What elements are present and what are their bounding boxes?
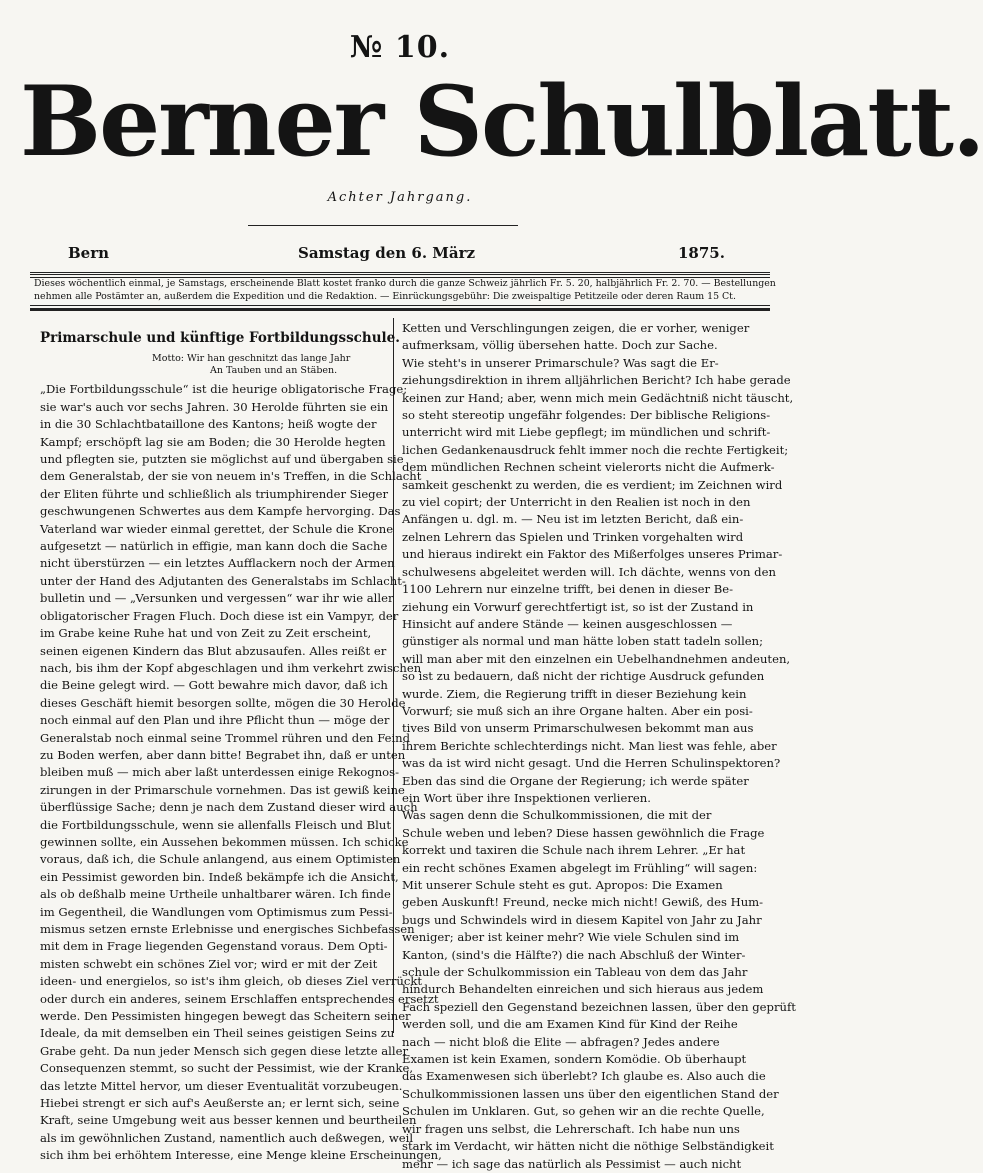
text-line: nach — nicht bloß die Elite — abfragen? Jedes andere: [402, 1034, 720, 1049]
text-line: Consequenzen stemmt, so sucht der Pessimist, wie der Kranke,: [40, 1061, 414, 1076]
text-line: sich ihm bei erhöhtem Interesse, eine Menge kleine Erscheinungen,: [40, 1148, 442, 1163]
text-line: weniger; aber ist keiner mehr? Wie viele Schulen sind im: [402, 930, 740, 945]
text-line: Kampf; erschöpft lag sie am Boden; die 30 Herolde hegten: [40, 434, 386, 449]
text-line: Ketten und Verschlingungen zeigen, die er vorher, weniger: [402, 321, 750, 335]
text-line: oder durch ein anderes, seinem Erschlaffen entsprechendes ersetzt: [40, 991, 439, 1006]
text-line: so ist zu bedauern, daß nicht der richtige Ausdruck gefunden: [402, 669, 765, 684]
text-line: als im gewöhnlichen Zustand, namentlich auch deßwegen, weil: [40, 1130, 414, 1145]
masthead-title: Berner Schulblatt.: [20, 65, 983, 178]
text-line: ideen- und energielos, so ist's ihm gleich, ob dieses Ziel verrückt: [40, 974, 423, 989]
text-line: ein Wort über ihre Inspektionen verlieren.: [402, 790, 651, 805]
text-line: geschwungenen Schwertes aus dem Kampfe hervorging. Das: [40, 504, 401, 519]
article-motto: [152, 353, 385, 377]
text-line: nicht überstürzen — ein letztes Aufflackern noch der Armen: [40, 556, 395, 571]
text-line: was da ist wird nicht gesagt. Und die Herren Schulinspektoren?: [402, 756, 781, 771]
text-line: lichen Gedankenausdruck fehlt immer noch die rechte Fertigkeit;: [402, 442, 789, 457]
text-line: Grabe geht. Da nun jeder Mensch sich gegen diese letzte aller: [40, 1043, 408, 1058]
text-line: voraus, daß ich, die Schule anlangend, aus einem Optimisten: [40, 852, 401, 867]
text-line: geben Auskunft! Freund, necke mich nicht! Gewiß, des Hum-: [402, 895, 764, 910]
text-line: samkeit geschenkt zu werden, die es verdient; im Zeichnen wird: [402, 477, 783, 492]
text-line: Wie steht's in unserer Primarschule? Was sagt die Er-: [402, 355, 719, 370]
text-line: Hinsicht auf andere Stände — keinen ausgeschlossen —: [402, 616, 733, 631]
text-line: und hieraus indirekt ein Faktor des Mißerfolges unseres Primar-: [402, 547, 783, 562]
text-line: im Grabe keine Ruhe hat und von Zeit zu Zeit erscheint,: [40, 626, 372, 641]
text-line: Generalstab noch einmal seine Trommel rühren und den Feind: [40, 730, 411, 745]
text-line: Was sagen denn die Schulkommissionen, die mit der: [402, 808, 712, 823]
text-line: Examen ist kein Examen, sondern Komödie. Ob überhaupt: [402, 1052, 747, 1067]
text-line: bugs und Schwindels wird in diesem Kapitel von Jahr zu Jahr: [402, 912, 762, 927]
text-line: ihrem Berichte schlechterdings nicht. Man liest was fehle, aber: [402, 738, 777, 753]
text-line: misten schwebt ein schönes Ziel vor; wird er mit der Zeit: [40, 956, 378, 971]
text-line: Schule weben und leben? Diese hassen gewöhnlich die Frage: [402, 825, 765, 840]
text-line: tives Bild von unserm Primarschulwesen bekommt man aus: [402, 721, 754, 736]
text-line: Vaterland war wieder einmal gerettet, der Schule die Krone: [40, 521, 394, 536]
text-line: Mit unserer Schule steht es gut. Apropos: Die Examen: [402, 878, 723, 892]
text-line: bleiben muß — mich aber laßt unterdessen einige Rekognos-: [40, 765, 400, 780]
text-line: Kanton, (sind's die Hälfte?) die nach Abschluß der Winter-: [402, 947, 746, 962]
text-line: gewinnen sollte, ein Aussehen bekommen müssen. Ich schicke: [40, 834, 409, 849]
text-line: wurde. Ziem, die Regierung trifft in dieser Beziehung kein: [402, 686, 747, 701]
dateline-place: Bern: [68, 244, 110, 262]
text-line: das letzte Mittel hervor, um dieser Eventualität vorzubeugen.: [40, 1078, 403, 1093]
dateline-date: Samstag den 6. März: [298, 244, 476, 262]
text-line: der Eliten führte und schließlich als triumphirender Sieger: [40, 486, 389, 501]
text-line: unterricht wird mit Liebe gepflegt; im mündlichen und schrift-: [402, 425, 771, 440]
text-line: nach, bis ihm der Kopf abgeschlagen und ihm verkehrt zwischen: [40, 660, 422, 675]
notice-bottom-rule: [30, 305, 770, 311]
subscription-notice: [34, 277, 776, 303]
text-line: stark im Verdacht, wir hätten nicht die nöthige Selbständigkeit: [402, 1139, 774, 1154]
dateline: [58, 244, 738, 266]
text-line: Kraft, seine Umgebung weit aus besser kennen und beurtheilen: [40, 1113, 417, 1128]
text-line: 1100 Lehrern nur einzelne trifft, bei denen in dieser Be-: [402, 582, 734, 597]
text-line: werde. Den Pessimisten hingegen bewegt das Scheitern seiner: [40, 1009, 411, 1024]
text-line: dem Generalstab, der sie von neuem in's Treffen, in die Schlacht: [40, 469, 422, 484]
text-line: ein recht schönes Examen abgelegt im Frühling“ will sagen:: [402, 860, 758, 875]
text-line: dem mündlichen Rechnen scheint vielerorts nicht die Aufmerk-: [402, 460, 775, 475]
text-line: die Fortbildungsschule, wenn sie allenfalls Fleisch und Blut: [40, 817, 391, 832]
issue-number: № 10.: [349, 30, 451, 65]
motto-line: Motto: Wir han geschnitzt das lange Jahr: [152, 353, 351, 365]
text-line: werden soll, und die am Examen Kind für Kind der Reihe: [402, 1017, 738, 1032]
divider-rule: [248, 225, 518, 226]
dateline-year: 1875.: [678, 244, 725, 262]
text-line: zelnen Lehrern das Spielen und Trinken vorgehalten wird: [402, 529, 744, 544]
text-line: als ob deßhalb meine Urtheile unhaltbarer wären. Ich finde: [40, 887, 391, 902]
text-line: günstiger als normal und man hätte loben statt tadeln sollen;: [402, 634, 764, 649]
text-line: ein Pessimist geworden bin. Indeß bekämpfe ich die Ansicht,: [40, 869, 399, 884]
text-line: Vorwurf; sie muß sich an ihre Organe halten. Aber ein posi-: [402, 703, 753, 718]
text-line: zu viel copirt; der Unterricht in den Realien ist noch in den: [402, 495, 751, 510]
notice-line: Dieses wöchentlich einmal, je Samstags, erscheinende Blatt kostet franko durch die ganze Schweiz jährlich Fr. 5. 20, halbjährlich Fr. 2. 70. — Bestellungen: [34, 278, 776, 289]
text-line: unter der Hand des Adjutanten des Generalstabs im Schlacht-: [40, 573, 406, 588]
text-line: schule der Schulkommission ein Tableau von dem das Jahr: [402, 965, 748, 980]
text-line: aufgesetzt — natürlich in effigie, man kann doch die Sache: [40, 539, 388, 554]
right-column: [402, 320, 796, 1173]
text-line: das Examenwesen sich überlebt? Ich glaube es. Also auch die: [402, 1069, 766, 1084]
text-line: aufmerksam, völlig übersehen hatte. Doch zur Sache.: [402, 338, 718, 353]
text-line: dieses Geschäft hiemit besorgen sollte, mögen die 30 Herolde: [40, 695, 406, 710]
text-line: noch einmal auf den Plan und ihre Pflicht thun — möge der: [40, 713, 390, 728]
text-line: keinen zur Hand; aber, wenn mich mein Gedächtniß nicht täuscht,: [402, 390, 794, 405]
text-line: im Gegentheil, die Wandlungen vom Optimismus zum Pessi-: [40, 904, 393, 919]
text-line: obligatorischer Fragen Fluch. Doch diese ist ein Vampyr, der: [40, 608, 399, 623]
text-line: mismus setzen ernste Erlebnisse und energisches Sichbefassen: [40, 922, 415, 936]
notice-line: nehmen alle Postämter an, außerdem die Expedition und die Redaktion. — Einrückungsgebühr: Die zweispaltige Petitzeile oder deren Raum 15 Ct.: [34, 291, 736, 302]
article-title: Primarschule und künftige Fortbildungsschule.: [40, 330, 400, 346]
text-line: ziehung ein Vorwurf gerechtfertigt ist, so ist der Zustand in: [402, 599, 754, 614]
text-line: „Die Fortbildungsschule“ ist die heurige obligatorische Frage;: [40, 382, 408, 397]
text-line: wir fragen uns selbst, die Lehrerschaft. Ich habe nun uns: [402, 1121, 740, 1136]
text-line: und pflegten sie, putzten sie möglichst auf und übergaben sie: [40, 452, 404, 467]
volume-subtitle: Achter Jahrgang.: [327, 190, 473, 205]
text-line: zu Boden werfen, aber dann bitte! Begrabet ihn, daß er unten: [40, 747, 406, 762]
text-line: sie war's auch vor sechs Jahren. 30 Herolde führten sie ein: [40, 399, 389, 414]
text-line: hindurch Behandelten einreichen und sich hieraus aus jedem: [402, 982, 764, 997]
text-line: mit dem in Frage liegenden Gegenstand voraus. Dem Opti-: [40, 939, 388, 954]
text-line: mehr — ich sage das natürlich als Pessimist — auch nicht: [402, 1156, 742, 1171]
text-line: Fach speziell den Gegenstand bezeichnen lassen, über den geprüft: [402, 999, 796, 1014]
text-line: Eben das sind die Organe der Regierung; ich werde später: [402, 773, 749, 788]
text-line: Schulen im Unklaren. Gut, so gehen wir an die rechte Quelle,: [402, 1104, 765, 1119]
text-line: schulwesens abgeleitet werden will. Ich dächte, wenns von den: [402, 564, 776, 579]
text-line: ziehungsdirektion in ihrem alljährlichen Bericht? Ich habe gerade: [402, 373, 791, 388]
text-line: Ideale, da mit demselben ein Theil seines geistigen Seins zu: [40, 1026, 395, 1041]
text-line: Schulkommissionen lassen uns über den eigentlichen Stand der: [402, 1086, 779, 1101]
text-line: seinen eigenen Kindern das Blut abzusaufen. Alles reißt er: [40, 643, 387, 658]
text-line: zirungen in der Primarschule vornehmen. Das ist gewiß keine: [40, 782, 405, 797]
text-line: in die 30 Schlachtbataillone des Kantons; heiß wogte der: [40, 417, 377, 432]
text-line: die Beine gelegt wird. — Gott bewahre mich davor, daß ich: [40, 678, 388, 693]
text-line: korrekt und taxiren die Schule nach ihrem Lehrer. „Er hat: [402, 843, 746, 858]
text-line: so steht stereotip ungefähr folgendes: Der biblische Religions-: [402, 408, 771, 423]
left-column: [40, 320, 442, 1165]
text-line: Anfängen u. dgl. m. — Neu ist im letzten Bericht, daß ein-: [402, 512, 744, 527]
text-line: bulletin und — „Versunken und vergessen“ war ihr wie aller: [40, 591, 394, 606]
text-line: überflüssige Sache; denn je nach dem Zustand dieser wird auch: [40, 800, 418, 815]
text-line: Hiebei strengt er sich auf's Aeußerste an; er lernt sich, seine: [40, 1096, 400, 1111]
text-line: will man aber mit den einzelnen ein Uebelhandnehmen andeuten,: [402, 651, 791, 666]
motto-line: An Tauben und an Stäben.: [210, 365, 338, 377]
